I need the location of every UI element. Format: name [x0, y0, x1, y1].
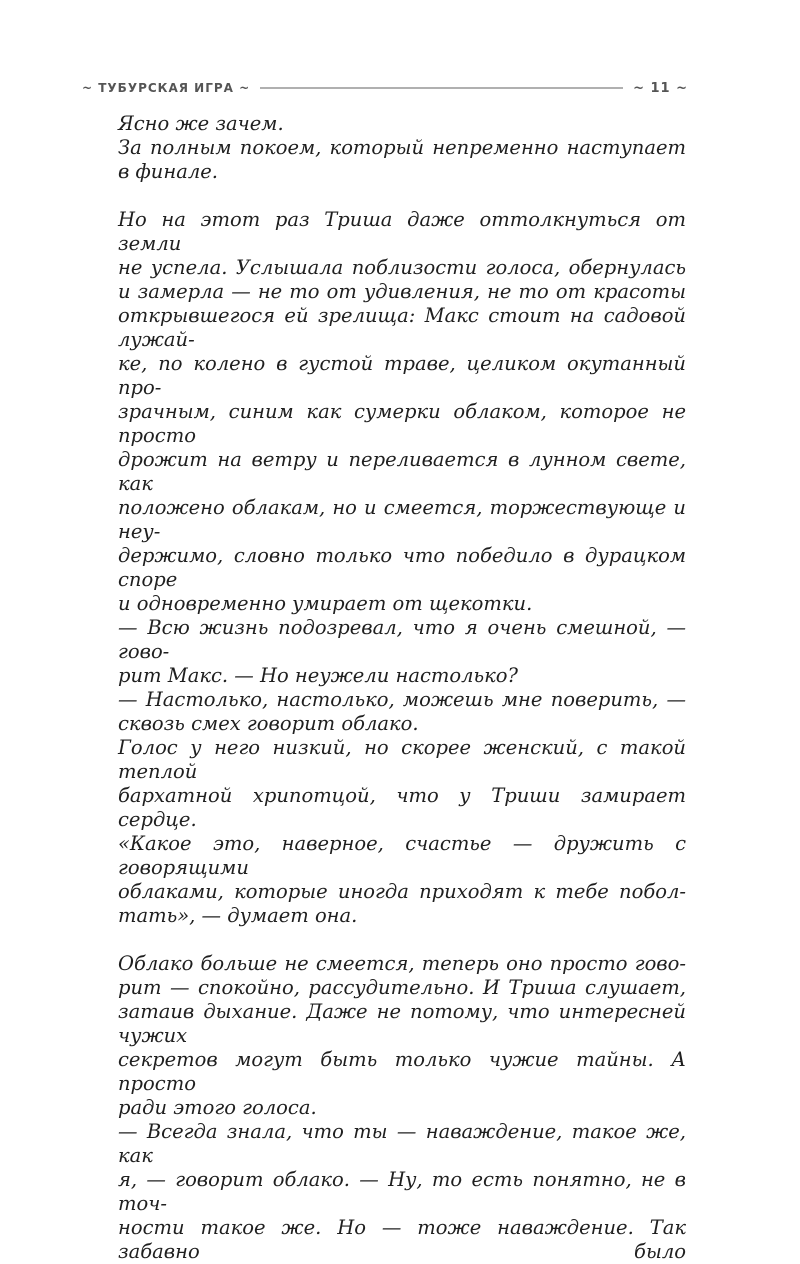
- text-line: облаками, которые иногда приходят к тебе побол-: [118, 880, 686, 903]
- text-line: рит Макс. — Но неужели настолько?: [118, 664, 518, 687]
- running-header: [82, 76, 688, 100]
- header-rule: [260, 87, 623, 89]
- paragraph-gap: [118, 928, 686, 952]
- text-line: Голос у него низкий, но скорее женский, с такой теплой: [118, 736, 686, 783]
- text-line: За полным покоем, который непременно наступает: [118, 136, 686, 159]
- text-line: держимо, словно только что победило в дурацком споре: [118, 544, 686, 591]
- text-line: — Настолько, настолько, можешь мне поверить, —: [118, 688, 686, 711]
- text-line: «Какое это, наверное, счастье — дружить с говорящими: [118, 832, 686, 879]
- text-line: Ясно же зачем.: [118, 112, 284, 135]
- text-line: и замерла — не то от удивления, не то от красоты: [118, 280, 686, 303]
- text-line: Но на этот раз Триша даже оттолкнуться от земли: [118, 208, 686, 255]
- text-line: секретов могут быть только чужие тайны. А просто: [118, 1048, 686, 1095]
- text-line: Облако больше не смеется, теперь оно просто гово-: [118, 952, 686, 975]
- text-line: дрожит на ветру и переливается в лунном свете, как: [118, 448, 686, 495]
- text-line: сквозь смех говорит облако.: [118, 712, 419, 735]
- text-line: — Всегда знала, что ты — наваждение, такое же, как: [118, 1120, 686, 1167]
- text-line: затаив дыхание. Даже не потому, что интересней чужих: [118, 1000, 686, 1047]
- text-line: ности такое же. Но — тоже наваждение. Так забавно было: [118, 1216, 686, 1263]
- page-number: ~ 11 ~: [633, 80, 688, 96]
- text-line: бархатной хрипотцой, что у Триши замирает сердце.: [118, 784, 686, 831]
- text-line: я, — говорит облако. — Ну, то есть понятно, не в точ-: [118, 1168, 686, 1215]
- book-title: ~ ТУБУРСКАЯ ИГРА ~: [82, 81, 251, 95]
- text-line: и одновременно умирает от щекотки.: [118, 592, 533, 615]
- text-line: открывшегося ей зрелища: Макс стоит на садовой лужай-: [118, 304, 686, 351]
- text-line: — Всю жизнь подозревал, что я очень смешной, — гово-: [118, 616, 686, 663]
- paragraph-gap: [118, 184, 686, 208]
- text-line: в финале.: [118, 160, 218, 183]
- text-line: ради этого голоса.: [118, 1096, 317, 1119]
- text-line: зрачным, синим как сумерки облаком, которое не просто: [118, 400, 686, 447]
- text-line: ке, по колено в густой траве, целиком окутанный про-: [118, 352, 686, 399]
- text-line: не успела. Услышала поблизости голоса, обернулась: [118, 256, 686, 279]
- body-text: [118, 112, 686, 1264]
- text-line: рит — спокойно, рассудительно. И Триша слушает,: [118, 976, 686, 999]
- text-line: тать», — думает она.: [118, 904, 358, 927]
- text-line: положено облакам, но и смеется, торжествующе и неу-: [118, 496, 686, 543]
